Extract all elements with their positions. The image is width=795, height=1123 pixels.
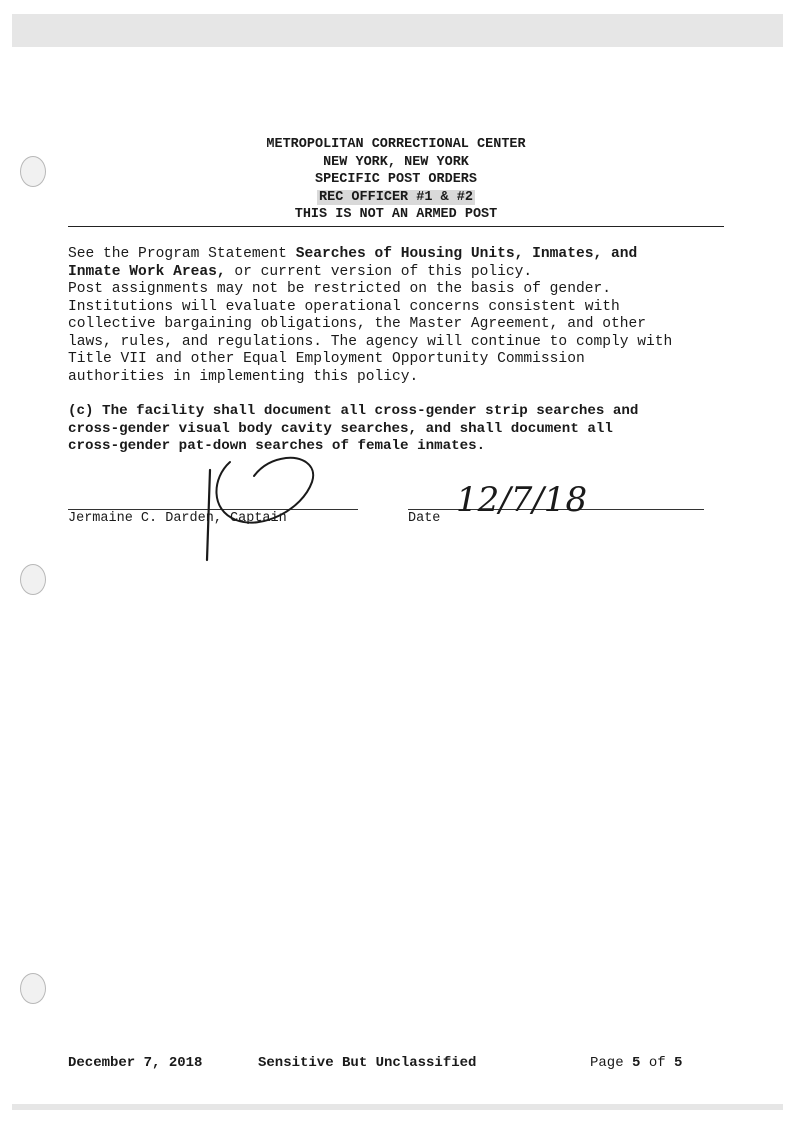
header-line-post: REC OFFICER #1 & #2	[319, 189, 473, 205]
punch-hole	[20, 564, 46, 595]
policy-line: laws, rules, and regulations. The agency will continue to comply with	[68, 333, 673, 350]
scan-edge-bottom	[12, 1104, 783, 1110]
footer-classification	[258, 1055, 476, 1071]
footer-date	[68, 1055, 202, 1071]
header-rule	[68, 226, 724, 227]
paragraph-c-line: cross-gender pat-down searches of female inmates.	[68, 438, 486, 454]
paragraph-c-line: (c) The facility shall document all cross-gender strip searches and	[68, 403, 639, 419]
header-line-institution: METROPOLITAN CORRECTIONAL CENTER	[266, 137, 526, 152]
policy-line: Institutions will evaluate operational concerns consistent with	[68, 298, 620, 315]
page-of: of	[640, 1055, 675, 1071]
page-prefix: Page	[590, 1055, 633, 1071]
punch-hole	[20, 973, 46, 1004]
policy-line: authorities in implementing this policy.	[68, 368, 419, 385]
policy-line-text: or current version of this policy.	[225, 263, 533, 280]
policy-line: collective bargaining obligations, the Master Agreement, and other	[68, 316, 647, 332]
paragraph-c	[68, 403, 748, 456]
paragraph-c-line: cross-gender visual body cavity searches, and shall document all	[68, 420, 613, 437]
date-label: Date	[408, 511, 441, 526]
policy-line: Post assignments may not be restricted on the basis of gender.	[68, 281, 611, 297]
program-statement-title-cont: Inmate Work Areas,	[68, 263, 226, 280]
policy-line-text: See the Program Statement	[68, 246, 296, 262]
header-line-location: NEW YORK, NEW YORK	[323, 154, 469, 170]
header-line-armed-status: THIS IS NOT AN ARMED POST	[294, 207, 498, 222]
policy-line	[68, 264, 748, 282]
footer-date-text: December 7, 2018	[68, 1055, 203, 1071]
handwritten-signature	[190, 448, 330, 568]
signer-name-title: Jermaine C. Darden, Captain	[68, 511, 287, 526]
policy-line: Title VII and other Equal Employment Opportunity Commission	[68, 351, 585, 367]
document-header	[68, 136, 724, 224]
page-current: 5	[632, 1055, 641, 1071]
page-total: 5	[674, 1055, 683, 1071]
policy-line	[68, 246, 748, 264]
punch-hole	[20, 156, 46, 187]
page-number	[590, 1055, 682, 1071]
footer-classification-text: Sensitive But Unclassified	[258, 1055, 477, 1071]
header-line-doc-type: SPECIFIC POST ORDERS	[314, 172, 478, 187]
handwritten-date-text: 12/7/18	[456, 480, 588, 520]
program-statement-title: Searches of Housing Units, Inmates, and	[295, 246, 638, 262]
scan-edge-top	[12, 14, 783, 47]
handwritten-date	[452, 478, 622, 522]
policy-text	[68, 246, 748, 386]
